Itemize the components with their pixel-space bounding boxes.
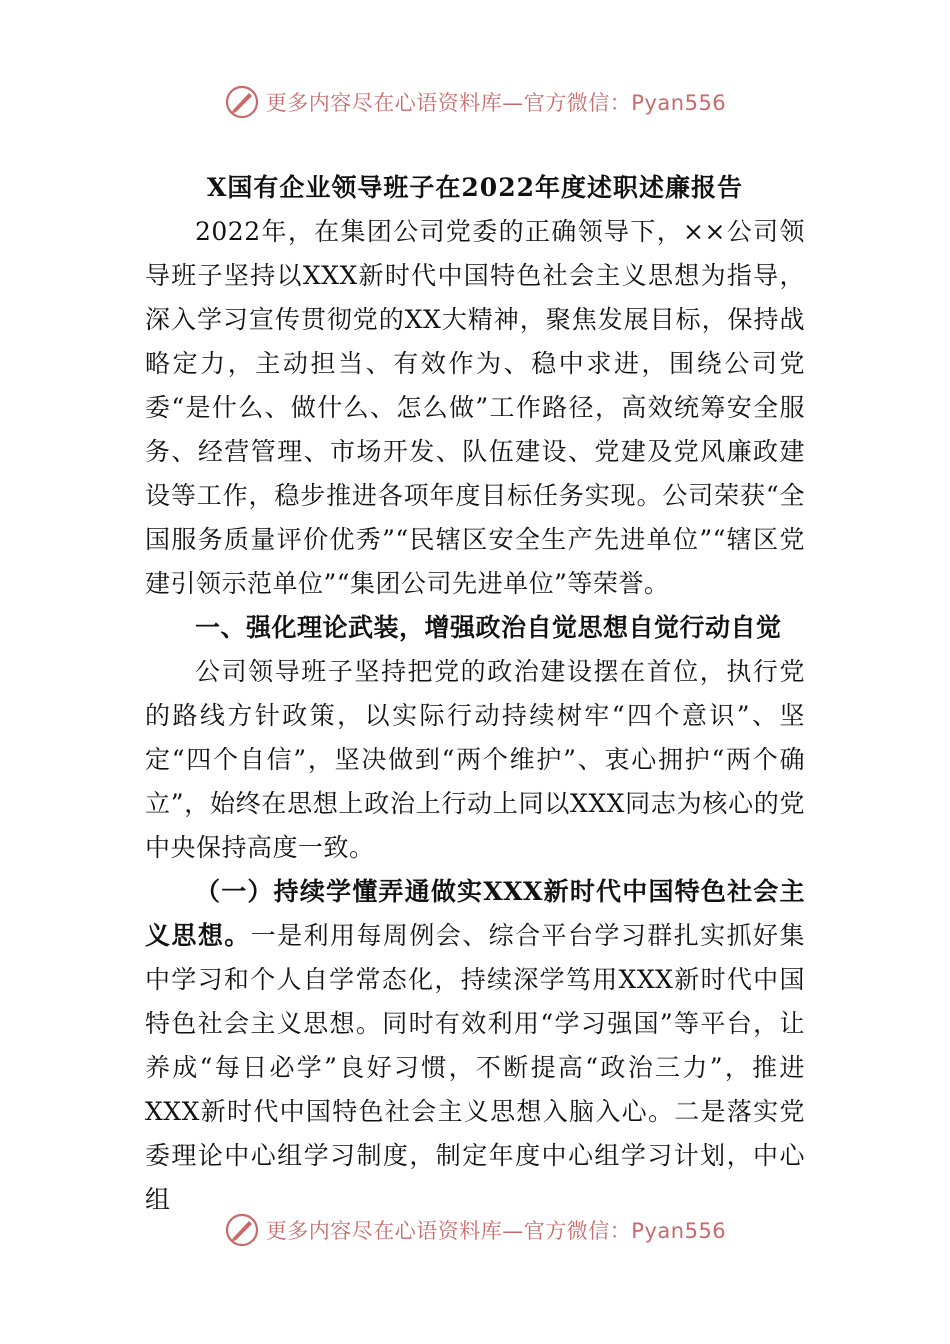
- watermark-header: [0, 82, 950, 122]
- paragraph-subsection-1: [145, 870, 805, 1222]
- watermark-footer: [0, 1210, 950, 1250]
- subsection-lead: （一）持续学懂弄通做实XXX新时代中国特色社会主义思想。: [145, 877, 805, 950]
- pen-logo-icon: [224, 84, 260, 120]
- pen-logo-icon: [224, 1212, 260, 1248]
- paragraph-section-1: 公司领导班子坚持把党的政治建设摆在首位，执行党的路线方针政策，以实际行动持续树牢“四个意识”、坚定“四个自信”，坚决做到“两个维护”、衷心拥护“两个确立”，始终在思想上政治上行动上同以XXX同志为核心的党中央保持高度一致。: [145, 657, 805, 862]
- watermark-text: 更多内容尽在心语资料库—官方微信：Pyan556: [265, 1219, 727, 1243]
- document-body: [145, 210, 805, 1222]
- document-title: X国有企业领导班子在2022年度述职述廉报告: [207, 173, 743, 202]
- section-heading-1: 一、强化理论武装，增强政治自觉思想自觉行动自觉: [195, 613, 782, 642]
- paragraph-intro: 2022年，在集团公司党委的正确领导下，××公司领导班子坚持以XXX新时代中国特色社会主义思想为指导，深入学习宣传贯彻党的XX大精神，聚焦发展目标，保持战略定力，主动担当、有效作为、稳中求进，围绕公司党委“是什么、做什么、怎么做”工作路径，高效统筹安全服务、经营管理、市场开发、队伍建设、党建及党风廉政建设等工作，稳步推进各项年度目标任务实现。公司荣获“全国服务质量评价优秀”“民辖区安全生产先进单位”“辖区党建引领示范单位”“集团公司先进单位”等荣誉。: [145, 217, 805, 598]
- watermark-text: 更多内容尽在心语资料库—官方微信：Pyan556: [265, 91, 727, 115]
- subsection-text: 一是利用每周例会、综合平台学习群扎实抓好集中学习和个人自学常态化，持续深学笃用XXX新时代中国特色社会主义思想。同时有效利用“学习强国”等平台，让养成“每日必学”良好习惯，不断提高“政治三力”，推进XXX新时代中国特色社会主义思想入脑入心。二是落实党委理论中心组学习制度，制定年度中心组学习计划，中心组: [145, 921, 806, 1214]
